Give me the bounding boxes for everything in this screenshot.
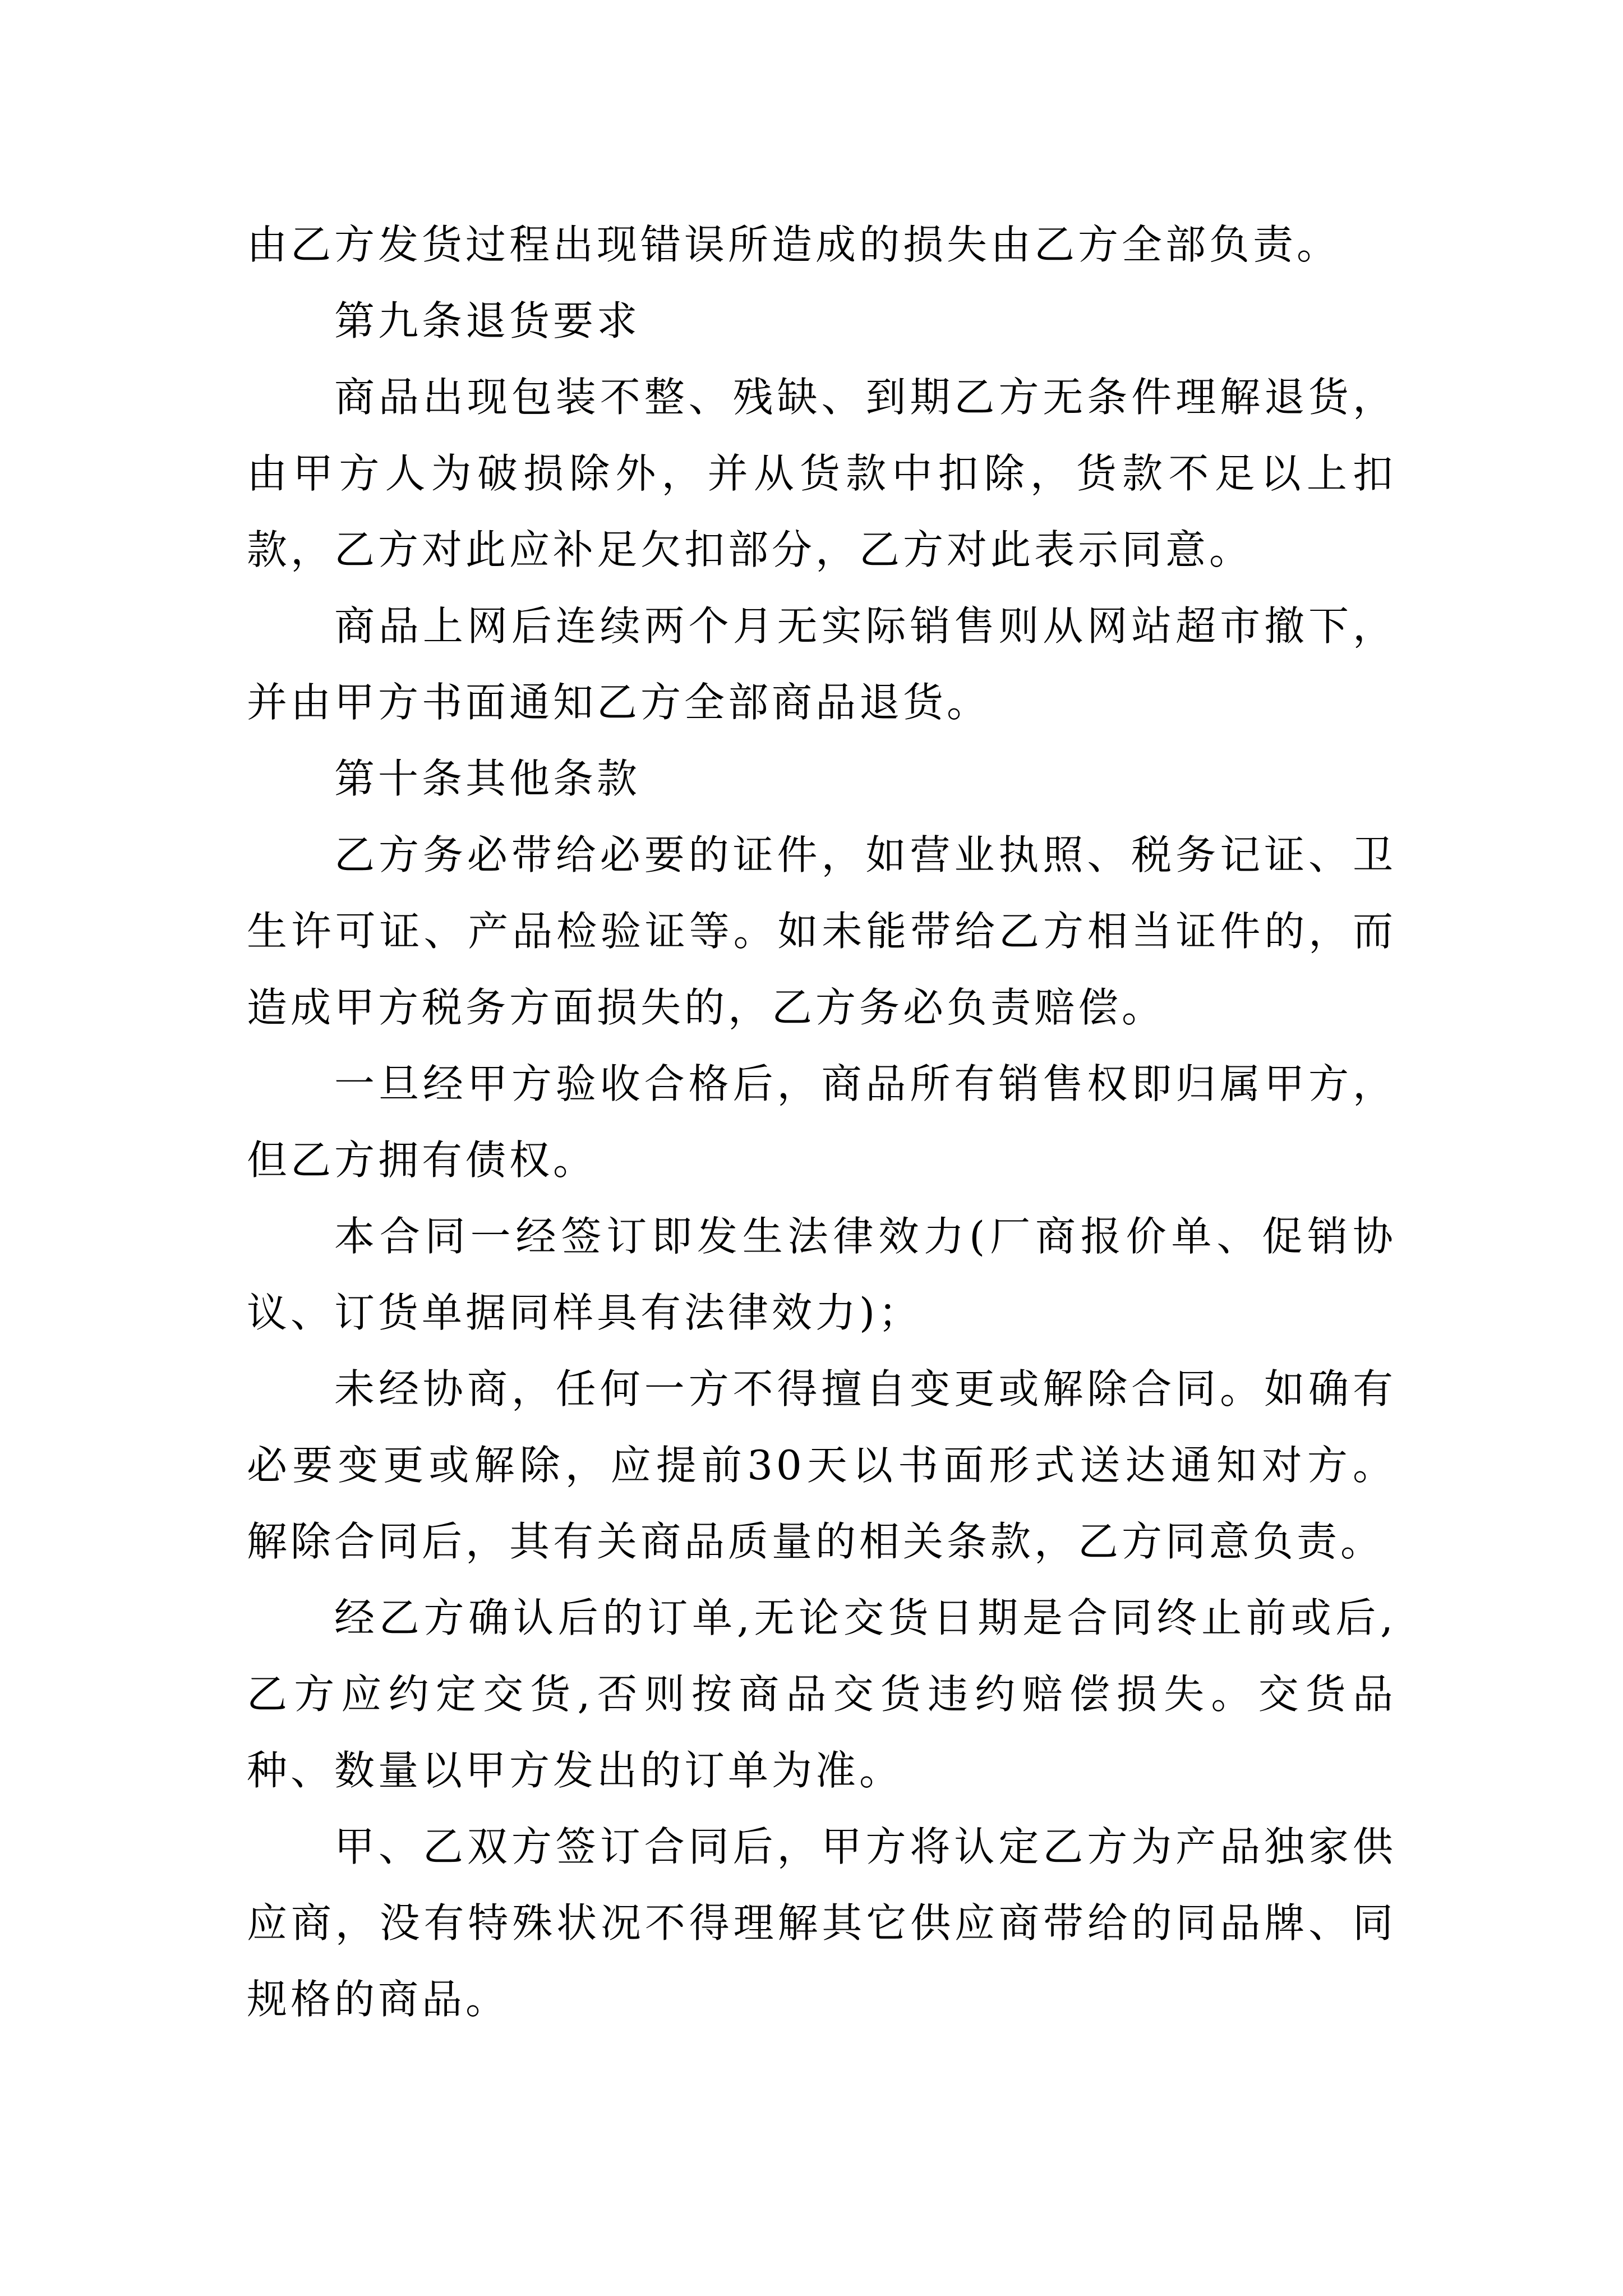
paragraph-loss-responsibility: 由乙方发货过程出现错误所造成的损失由乙方全部负责。 (247, 221, 1341, 268)
paragraph-contract-changes: 未经协商，任何一方不得擅自变更或解除合同。如确有必要变更或解除，应提前30天以书面形式送达通知对方。解除合同后，其有关商品质量的相关条款，乙方同意负责。 (247, 1365, 1396, 1565)
document-body (247, 206, 1396, 2037)
paragraph-return-conditions: 商品出现包装不整、残缺、到期乙方无条件理解退货，由甲方人为破损除外，并从货款中扣除，货款不足以上扣款，乙方对此应补足欠扣部分，乙方对此表示同意。 (247, 374, 1396, 573)
paragraph-order-delivery: 经乙方确认后的订单,无论交货日期是合同终止前或后,乙方应约定交货,否则按商品交货违约赔偿损失。交货品种、数量以甲方发出的订单为准。 (247, 1594, 1396, 1794)
section-heading-article-9: 第九条退货要求 (334, 297, 641, 344)
paragraph-no-sales-return: 商品上网后连续两个月无实际销售则从网站超市撤下，并由甲方书面通知乙方全部商品退货。 (247, 602, 1396, 726)
section-heading-article-10: 第十条其他条款 (334, 755, 641, 802)
paragraph-required-documents: 乙方务必带给必要的证件，如营业执照、税务记证、卫生许可证、产品检验证等。如未能带给乙方相当证件的，而造成甲方税务方面损失的，乙方务必负责赔偿。 (247, 831, 1396, 1031)
paragraph-sales-rights: 一旦经甲方验收合格后，商品所有销售权即归属甲方，但乙方拥有债权。 (247, 1060, 1396, 1184)
paragraph-legal-effect: 本合同一经签订即发生法律效力(厂商报价单、促销协议、订货单据同样具有法律效力)； (247, 1213, 1396, 1336)
paragraph-exclusive-supplier: 甲、乙双方签订合同后，甲方将认定乙方为产品独家供应商，没有特殊状况不得理解其它供应商带给的同品牌、同规格的商品。 (247, 1823, 1396, 2023)
